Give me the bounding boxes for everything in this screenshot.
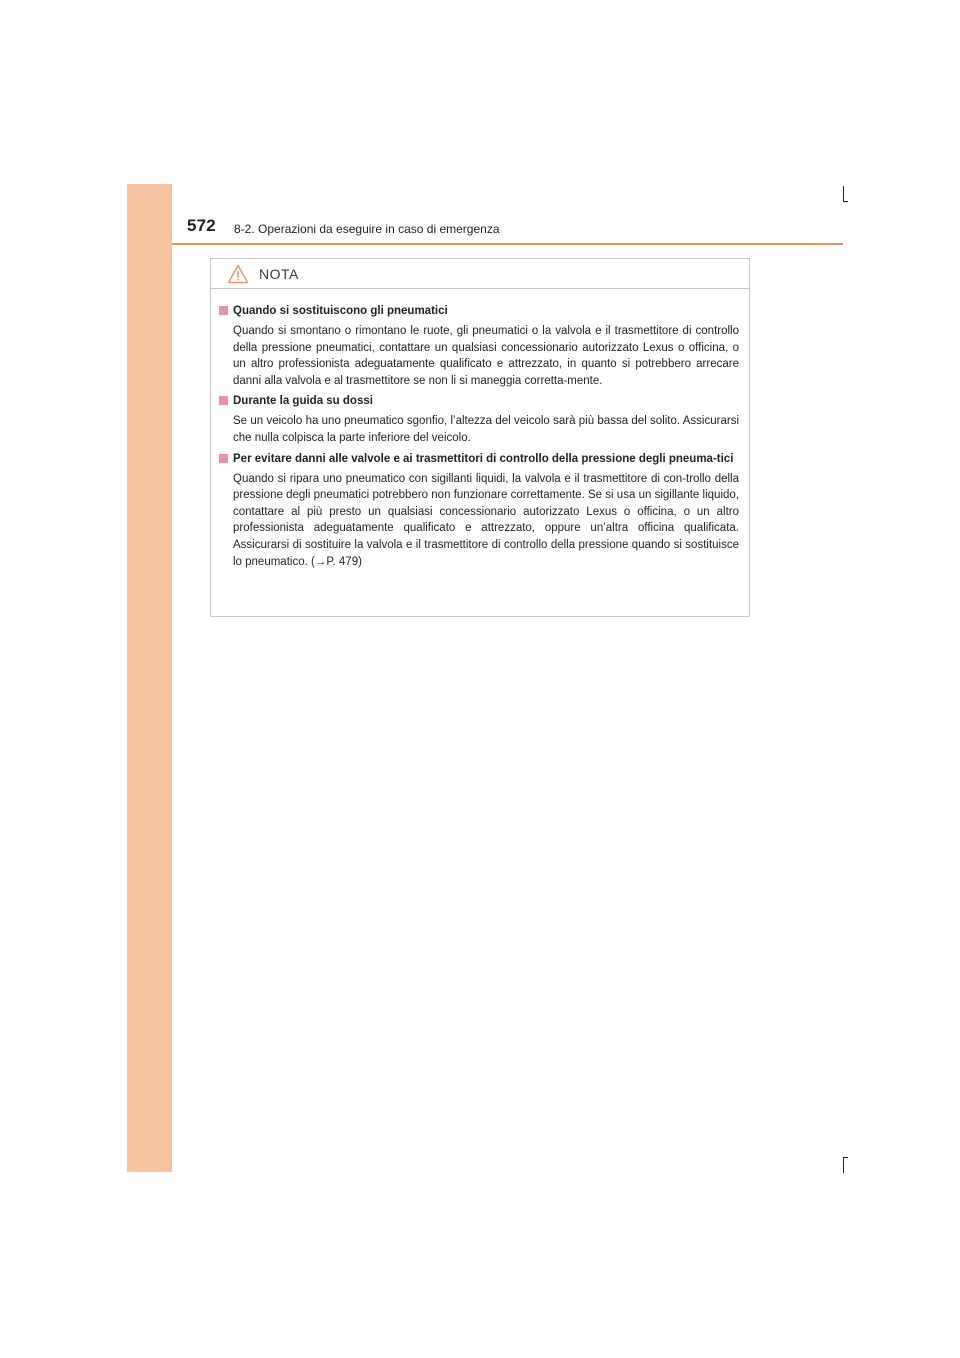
note-item-heading-text: Per evitare danni alle valvole e ai trasmettitori di controllo della pressione degli pneuma-tici [233, 452, 734, 465]
note-item-heading-text: Quando si sostituiscono gli pneumatici [233, 305, 448, 317]
square-bullet-icon [219, 306, 228, 315]
note-item-heading [219, 303, 739, 319]
note-box [210, 258, 750, 617]
page-number: 572 [187, 216, 216, 235]
warning-triangle-icon [227, 264, 249, 284]
note-item-text: Quando si smontano o rimontano le ruote, gli pneumatici o la valvola e il trasmettitore di controllo della pressione pneumatici, contattare un qualsiasi concessionario autorizzato Lexus o officina, o un altro professionista adeguatamente qualificato e attrezzato, in quanto si potrebbero arrecare danni alla valvola e al trasmettitore se non li si maneggia corretta-mente. [233, 325, 739, 387]
note-item-text: Quando si ripara uno pneumatico con sigillanti liquidi, la valvola e il trasmettitore di con-trollo della pressione degli pneumatici potrebbero non funzionare correttamente. Se si usa un sigillante liquido, contattare al più presto un qualsiasi concessionario autorizzato Lexus o officina, o un altro professionista adeguatamente qualificato e attrezzato, oppure un’altra officina qualificata. Assicurarsi di sostituire la valvola e il trasmettitore di controllo della pressione quando si sostituisce lo pneumatico. (→P. 479) [233, 472, 739, 568]
side-color-strip [127, 184, 172, 1172]
note-header [211, 259, 749, 289]
square-bullet-icon [219, 396, 228, 405]
note-item-text: Se un veicolo ha uno pneumatico sgonfio, l’altezza del veicolo sarà più bassa del solito. Assicurarsi che nulla colpisca la parte inferiore del veicolo. [233, 415, 739, 444]
note-item [219, 451, 739, 571]
note-body [211, 289, 749, 570]
note-item-heading [219, 451, 739, 467]
note-item-heading-text: Durante la guida su dossi [233, 395, 373, 408]
note-item [219, 303, 739, 389]
note-item [219, 393, 739, 446]
header-rule [172, 243, 843, 245]
note-item-heading [219, 393, 739, 409]
crop-mark-top [843, 186, 844, 202]
square-bullet-icon [219, 454, 228, 463]
section-title: 8-2. Operazioni da eseguire in caso di emergenza [234, 222, 500, 236]
crop-mark-bottom [843, 1157, 844, 1173]
note-title: NOTA [259, 265, 299, 282]
